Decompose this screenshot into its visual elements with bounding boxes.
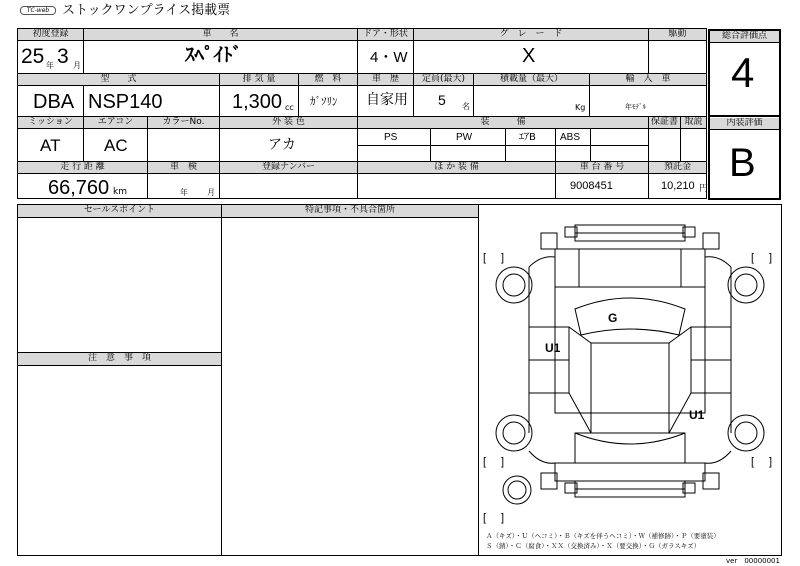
chassis-no-value: 9008451	[570, 180, 613, 192]
label-exterior-color: 外 装 色	[220, 117, 357, 129]
version-label: ver 00000001	[726, 557, 780, 565]
label-mileage: 走 行 距 離	[18, 162, 147, 174]
first-reg-year: 25	[21, 45, 45, 68]
import-note: 年ﾓﾃﾞﾙ	[625, 103, 646, 111]
bracket-bottom-left-l: [	[483, 456, 487, 468]
label-warranty: 保証書	[650, 117, 678, 127]
fuel-value: ｶﾞｿﾘﾝ	[310, 95, 338, 108]
label-price: 預託金	[649, 162, 706, 174]
label-manual: 取説	[681, 117, 706, 129]
interior-score-value: B	[729, 141, 756, 185]
label-caution: 注 意 事 項	[18, 353, 221, 366]
bracket-bottom-right-r: ]	[769, 456, 773, 468]
label-inspection: 車 検	[148, 162, 219, 174]
damage-mark-right-rear: U1	[689, 408, 705, 422]
bracket-bottom-right-l: [	[751, 456, 755, 468]
label-color-no: カラーNo.	[148, 117, 219, 129]
label-first-reg: 初度登録	[18, 29, 83, 41]
label-history: 車 歴	[358, 74, 413, 86]
bracket-spare-r: ]	[501, 512, 505, 524]
first-reg-month: 3	[57, 45, 69, 68]
displacement-unit: cc	[285, 103, 294, 112]
label-grade: グ レ ー ド	[414, 29, 648, 41]
load-unit: Kg	[575, 103, 586, 112]
displacement-value: 1,300	[232, 91, 283, 113]
header-logo: TC-web	[20, 6, 56, 15]
history-value: 自家用	[366, 92, 408, 108]
damage-mark-left-door: U1	[545, 341, 561, 355]
door-shape-value: 4・W	[370, 49, 408, 66]
capacity-value: 5	[438, 92, 446, 108]
equip-abs: ABS	[560, 132, 581, 143]
inspection-month-unit: 月	[207, 188, 215, 197]
model-value: NSP140	[88, 91, 163, 113]
equip-ps: PS	[384, 132, 398, 143]
capacity-unit: 名	[462, 102, 470, 111]
label-chassis-no: 車 台 番 号	[556, 162, 648, 174]
aircon-value: AC	[104, 136, 128, 155]
label-interior-score: 内装評価	[710, 118, 779, 130]
label-load: 積載量（最大）	[474, 74, 589, 86]
car-name-value: ｽﾍﾟｲﾄﾞ	[185, 44, 243, 66]
bracket-top-left-r: ]	[501, 252, 505, 264]
car-damage-diagram	[479, 205, 781, 530]
label-drive: 駆動	[649, 29, 706, 41]
label-displacement: 排 気 量	[220, 74, 298, 86]
overall-score-value: 4	[731, 49, 755, 96]
label-capacity: 定員(最大)	[414, 74, 473, 86]
label-aircon: エアコン	[84, 117, 147, 129]
label-car-name: 車 名	[84, 29, 357, 41]
bracket-top-right-l: [	[751, 252, 755, 264]
equip-airbag: ｴｱB	[519, 132, 536, 143]
bracket-top-right-r: ]	[769, 252, 773, 264]
mileage-value: 66,760	[48, 177, 110, 199]
model-prefix-value: DBA	[33, 91, 75, 113]
label-model: 型 式	[18, 74, 219, 86]
mileage-unit: km	[113, 187, 127, 197]
label-other-equipment: ほ か 装 備	[358, 162, 555, 174]
form-title: ストックワンプライス掲載票	[62, 3, 231, 18]
exterior-color-value: アカ	[268, 137, 296, 153]
label-sales-points: セールスポイント	[18, 205, 221, 218]
label-fuel: 燃 料	[299, 74, 357, 86]
damage-mark-windshield: G	[608, 311, 618, 325]
bracket-bottom-left-r: ]	[501, 456, 505, 468]
grade-value: X	[522, 45, 536, 67]
first-reg-month-unit: 月	[73, 61, 81, 70]
bracket-spare-l: [	[483, 512, 487, 524]
label-plate: 登録ナンバー	[220, 162, 357, 174]
label-notes: 特記事項・不具合箇所	[222, 205, 478, 218]
inspection-year-unit: 年	[180, 188, 188, 197]
label-overall-score: 総合評価点	[710, 31, 779, 43]
legend-line-1: Ａ（キズ）・Ｕ（ヘコミ）・Ｂ（キズを伴うヘコミ）・Ｗ（補修跡）・Ｐ（要塗装）	[486, 532, 720, 540]
price-unit: 円	[699, 184, 709, 194]
label-door-shape: ドア・形状	[358, 29, 413, 41]
equip-pw: PW	[456, 132, 473, 143]
bracket-top-left-l: [	[483, 252, 487, 264]
first-reg-year-unit: 年	[46, 61, 54, 70]
label-mission: ミッション	[18, 117, 83, 129]
legend-line-2: Ｓ（錆）・Ｃ（腐食）・ＸＸ（交換済み）・Ｘ（要交換）・Ｇ（ガラスキズ）	[486, 542, 701, 550]
label-import: 輸 入 車	[590, 74, 706, 86]
price-value: 10,210	[661, 180, 695, 192]
label-equipment: 装 備	[358, 117, 648, 129]
mission-value: AT	[40, 136, 61, 155]
